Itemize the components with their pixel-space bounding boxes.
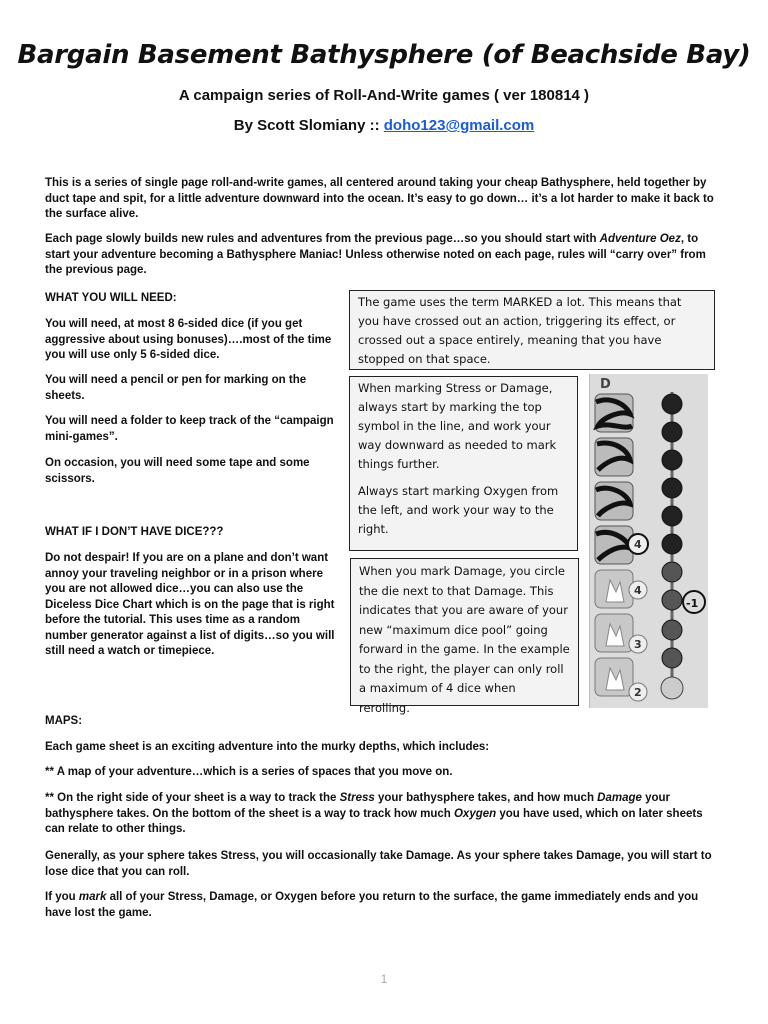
top-label-d-icon — [600, 377, 611, 392]
need-paragraph-2: You will need a pencil or pen for marking on the sheets. — [45, 374, 307, 402]
maps-p5-text-a: If you — [45, 891, 79, 903]
maps-p5-text-b: all of your Stress, Damage, or Oxygen before you return to the surface, the game immediately ends and you have lost the game. — [45, 891, 699, 919]
example-illustration — [590, 374, 708, 708]
intro-paragraph-2 — [45, 232, 717, 279]
maps-p3-text-b: your bathysphere takes, and how much — [374, 792, 598, 804]
die-label-3: 3 — [634, 638, 642, 651]
maps-p3-text-a: ** On the right side of your sheet is a way to track the — [45, 792, 340, 804]
maps-heading: MAPS: — [45, 715, 83, 727]
intro-paragraph-1: This is a series of single page roll-and-write games, all centered around taking your cheap Bathysphere, held together by duct tape and spit, for a little adventure downward into the ocean. It’s easy to go down… it’s a lot harder to make it back to the surface alive. — [45, 177, 714, 220]
damage-term: Damage — [597, 792, 642, 804]
die-label-1: 4 — [634, 538, 642, 551]
maps-paragraph-2: ** A map of your adventure…which is a series of spaces that you move on. — [45, 766, 453, 778]
maps-paragraph-3 — [45, 791, 717, 838]
intro-p2-text-b: , to start your adventure becoming a Bathysphere Maniac! Unless otherwise noted on each page, rules will “carry over” from the previous page. — [45, 233, 706, 276]
dice-heading: WHAT IF I DON’T HAVE DICE??? — [45, 526, 224, 538]
damage-penalty-label: -1 — [686, 597, 699, 610]
marked-definition-box — [349, 290, 715, 370]
maps-paragraph-4: Generally, as your sphere takes Stress, you will occasionally take Damage. As your sphere takes Damage, you will start to lose dice that you can roll. — [45, 850, 712, 878]
page-number: 1 — [380, 972, 388, 986]
maps-p3-text-d: you have used, which on later sheets can relate to other things. — [45, 807, 703, 835]
document-title: Bargain Basement Bathysphere (of Beachside Bay) — [17, 40, 751, 70]
maps-paragraph-1: Each game sheet is an exciting adventure into the murky depths, which includes: — [45, 741, 490, 753]
byline-prefix: By Scott Slomiany :: — [233, 117, 384, 134]
adventure-oez-text: Adventure Oez — [599, 233, 681, 245]
die-label-4: 2 — [634, 686, 642, 699]
stress-damage-example-image — [589, 374, 708, 708]
damage-marking-text: When you mark Damage, you circle the die next to that Damage. This indicates that you are aware of your new “maximum dice pool” going forward in the game. In the example to the right, the player can only roll a maximum of 4 dice when rerolling. — [359, 564, 570, 715]
svg-text:D: D — [600, 377, 611, 392]
need-paragraph-3: You will need a folder to keep track of the “campaign mini-games”. — [45, 415, 334, 443]
stress-marking-box — [349, 376, 578, 551]
damage-column — [661, 392, 705, 699]
document-subtitle: A campaign series of Roll-And-Write games ( ver 180814 ) — [178, 87, 590, 104]
dice-paragraph: Do not despair! If you are on a plane and don’t want annoy your traveling neighbor or in a prison where you are not allowed dice…you can also use the Diceless Dice Chart which is on the page that is right before the tutorial. This uses time as a random number generator against a list of digits…so you will still need a watch or timepiece. — [45, 552, 335, 657]
marked-definition-text: The game uses the term MARKED a lot. This means that you have crossed out an action, triggering its effect, or crossed out a space entirely, meaning that you have stopped on that space. — [358, 295, 682, 366]
intro-p2-text-a: Each page slowly builds new rules and adventures from the previous page…so you should start with — [45, 233, 600, 245]
stress-term: Stress — [339, 792, 375, 804]
maps-p3-text-c: your bathysphere takes. On the bottom of the sheet is a way to track how much — [45, 792, 671, 820]
stress-marking-text: When marking Stress or Damage, always start by marking the top symbol in the line, and work your way downward as needed to mark things further. — [358, 381, 557, 471]
oxygen-term: Oxygen — [453, 807, 497, 820]
oxygen-marking-text: Always start marking Oxygen from the left, and work your way to the right. — [358, 484, 559, 536]
need-paragraph-4: On occasion, you will need some tape and some scissors. — [45, 457, 310, 485]
need-paragraph-1: You will need, at most 8 6-sided dice (if you get aggressive about using bonuses)….most of the time you will use only 5 6-sided dice. — [45, 318, 332, 361]
mark-term: mark — [78, 891, 107, 903]
damage-marking-box — [350, 558, 579, 715]
die-label-2: 4 — [634, 584, 642, 597]
need-heading: WHAT YOU WILL NEED: — [45, 292, 177, 304]
author-byline — [0, 117, 768, 134]
author-email-link[interactable]: doho123@gmail.com — [383, 117, 535, 134]
maps-paragraph-5 — [45, 890, 717, 921]
